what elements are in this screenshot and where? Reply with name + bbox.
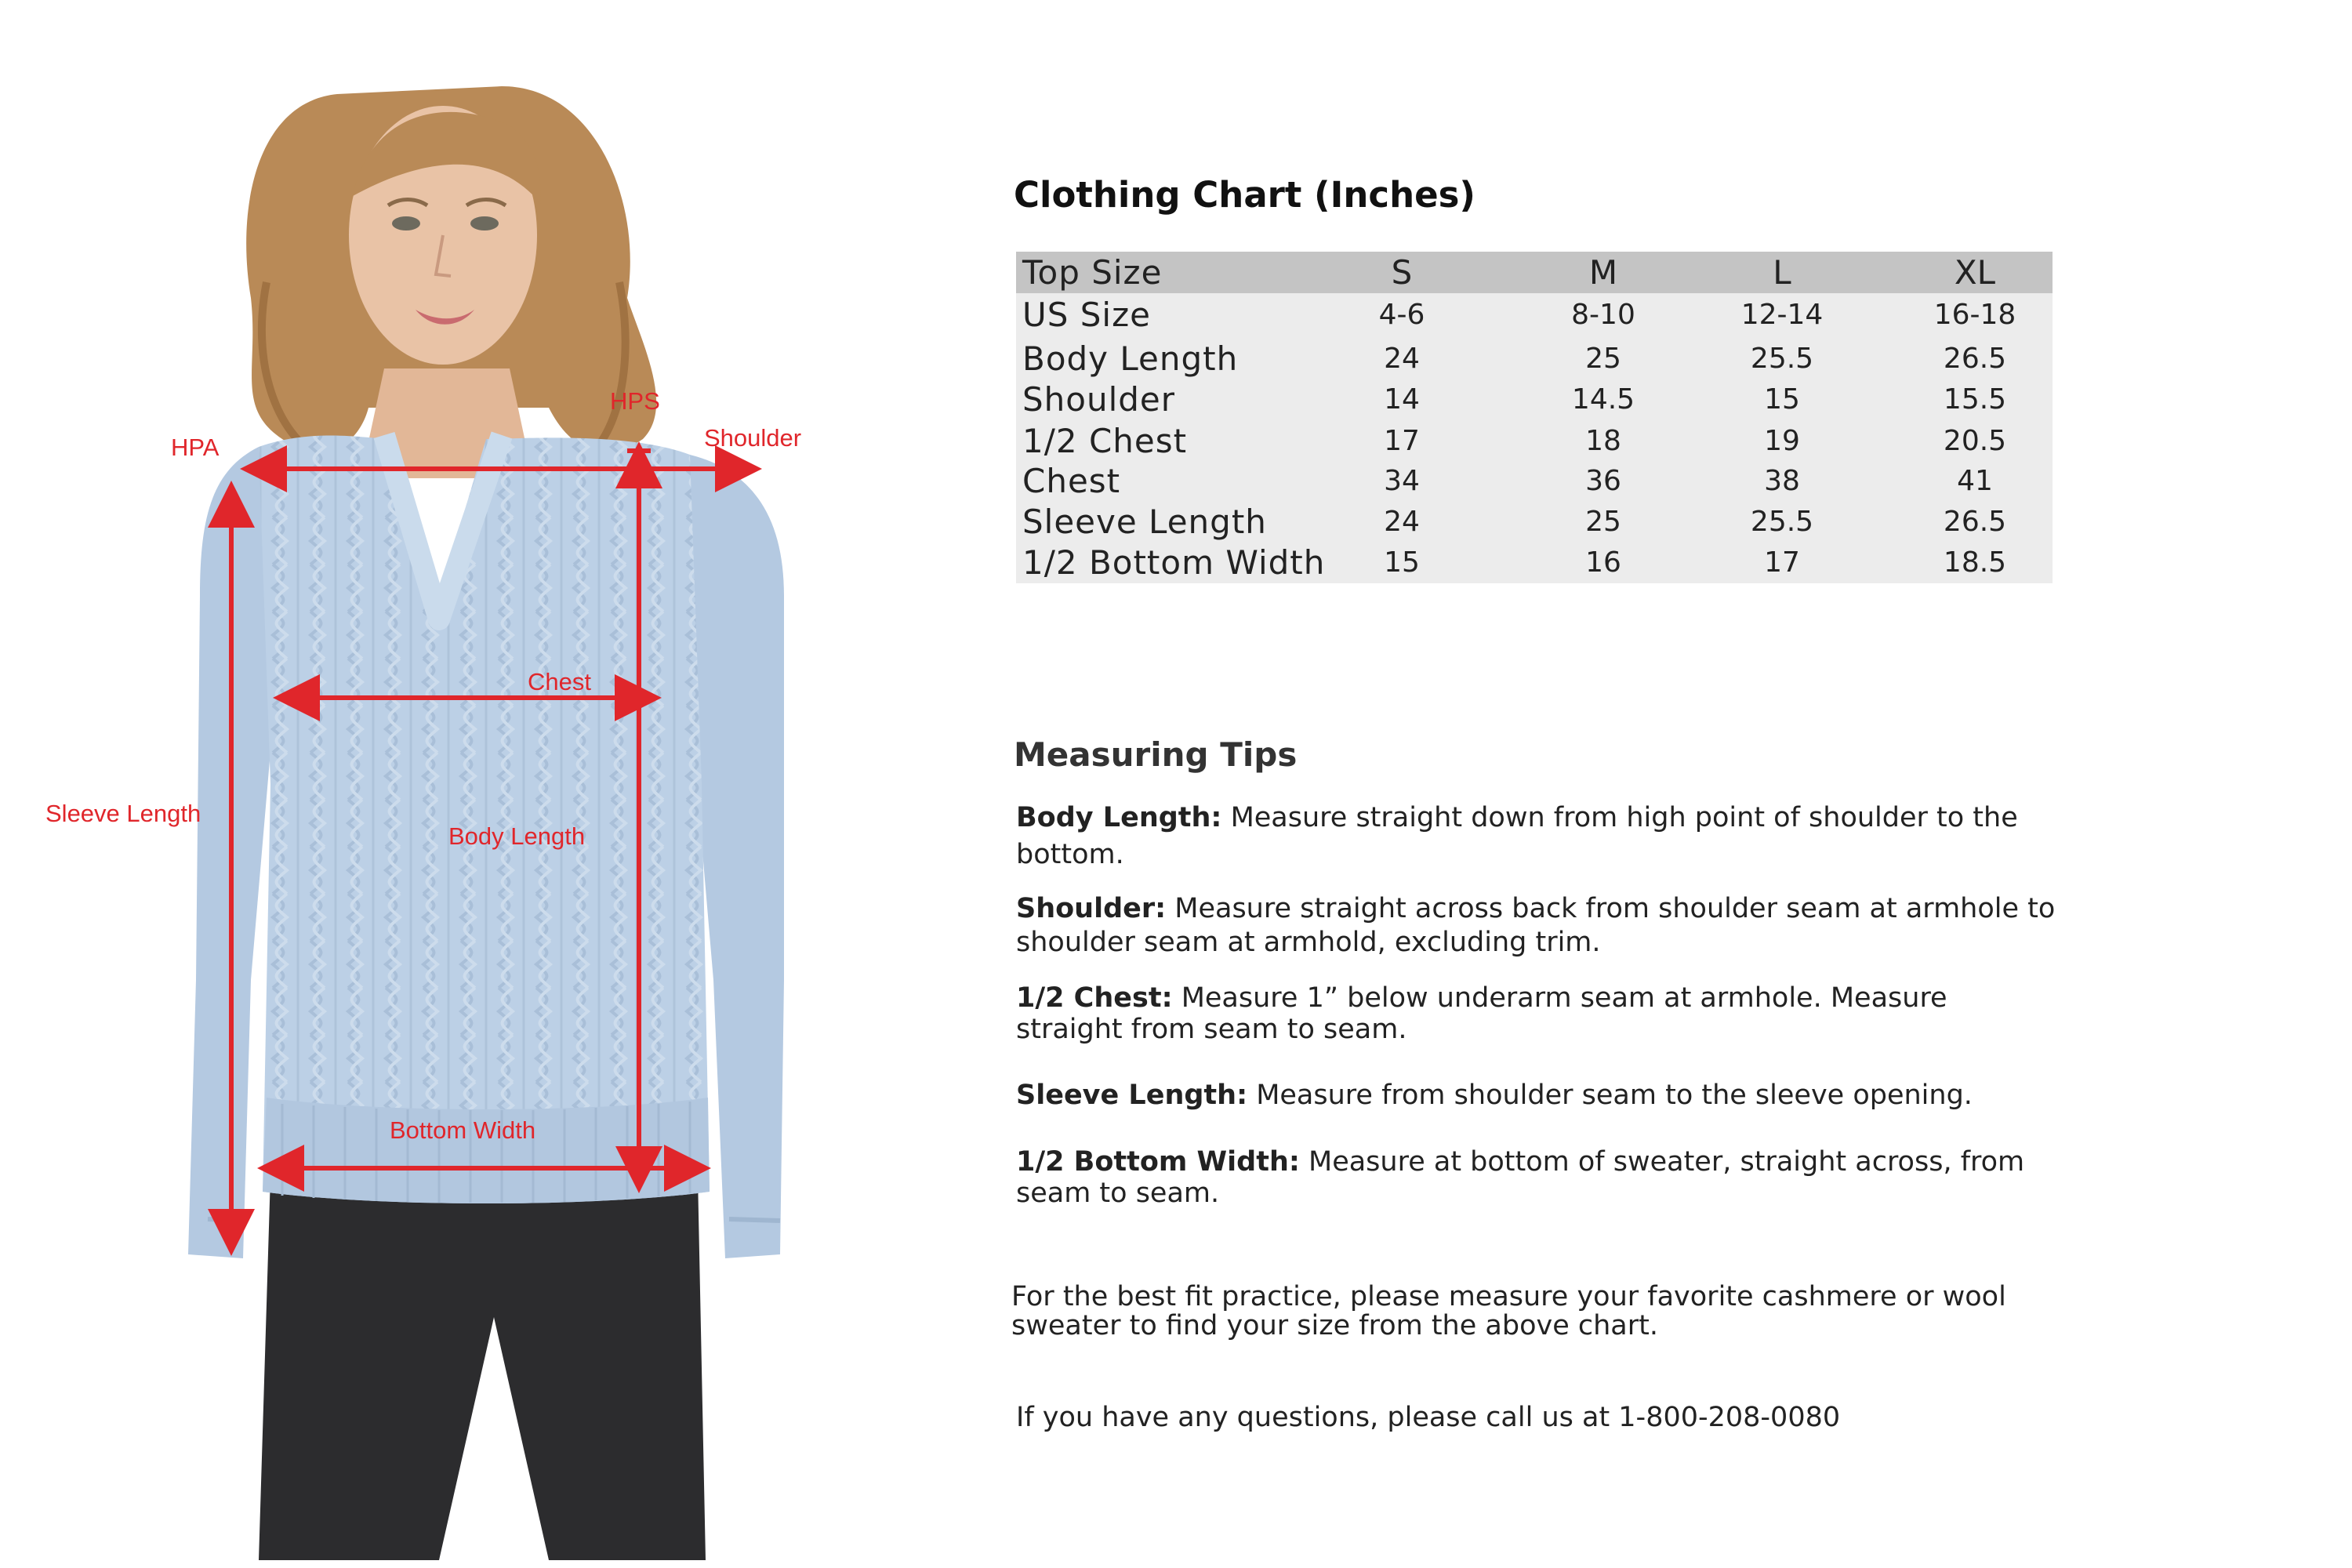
model-illustration	[0, 0, 980, 1568]
header-size: M	[1588, 253, 1618, 292]
tip-text: Measure straight across back from shoulder seam at armhole to shoulder seam at armhold, excluding trim.	[1016, 893, 2056, 958]
table-cell: 25.5	[1750, 343, 1814, 375]
table-cell: 16	[1585, 546, 1621, 579]
table-cell: 24	[1384, 343, 1420, 375]
row-label: US Size	[1022, 296, 1151, 334]
table-cell: 19	[1764, 425, 1800, 457]
table-cell: 12-14	[1740, 299, 1824, 331]
table-row	[1016, 542, 2053, 583]
table-row	[1016, 294, 2053, 336]
header-size: L	[1773, 253, 1791, 292]
table-row	[1016, 379, 2053, 420]
table-row	[1016, 420, 2053, 462]
table-cell: 26.5	[1943, 506, 2007, 538]
table-cell: 26.5	[1943, 343, 2007, 375]
tip-text: Measure straight down from high point of shoulder to the bottom.	[1016, 802, 2018, 870]
table-cell: 14	[1384, 383, 1420, 416]
table-cell: 15	[1764, 383, 1800, 416]
row-label: Chest	[1022, 462, 1121, 500]
table-cell: 36	[1585, 465, 1621, 497]
tip-text: Measure from shoulder seam to the sleeve opening.	[1247, 1080, 1973, 1111]
table-cell: 4-6	[1378, 299, 1425, 331]
table-cell: 14.5	[1571, 383, 1635, 416]
pants-shape	[259, 1176, 706, 1560]
measurement-diagram	[0, 0, 980, 1568]
table-cell: 18	[1585, 425, 1621, 457]
label-hpa: HPA	[171, 434, 220, 461]
table-cell: 25	[1585, 506, 1621, 538]
tip-body-length	[1016, 800, 2059, 873]
table-cell: 24	[1384, 506, 1420, 538]
chart-title: Clothing Chart (Inches)	[1014, 174, 1475, 216]
tip-term: Body Length:	[1016, 802, 1222, 833]
table-cell: 17	[1764, 546, 1800, 579]
table-cell: 16-18	[1933, 299, 2016, 331]
tip-term: 1/2 Chest:	[1016, 982, 1173, 1014]
table-cell: 41	[1957, 465, 1993, 497]
header-size: XL	[1954, 253, 1996, 292]
tip-text: Measure at bottom of sweater, straight across, from seam to seam.	[1016, 1146, 2025, 1209]
row-label: 1/2 Bottom Width	[1022, 543, 1326, 582]
label-bottom-width: Bottom Width	[390, 1116, 536, 1144]
row-label: Sleeve Length	[1022, 503, 1267, 541]
table-cell: 25.5	[1750, 506, 1814, 538]
tip-term: Shoulder:	[1016, 893, 1167, 924]
label-chest: Chest	[528, 668, 591, 695]
header-size: S	[1391, 253, 1413, 292]
label-body-length: Body Length	[448, 822, 586, 850]
table-cell: 34	[1384, 465, 1420, 497]
table-row	[1016, 501, 2053, 543]
table-row	[1016, 338, 2053, 379]
sweater-body	[259, 436, 710, 1203]
contact-note: If you have any questions, please call us at 1-800-208-0080	[1016, 1402, 1841, 1433]
tip-term: Sleeve Length:	[1016, 1080, 1248, 1111]
table-cell: 8-10	[1571, 299, 1635, 331]
table-cell: 18.5	[1943, 546, 2007, 579]
size-chart-table	[1016, 252, 2053, 583]
tip-shoulder	[1016, 892, 2059, 960]
tip-bottom-width	[1016, 1146, 2059, 1209]
fit-note: For the best fit practice, please measure your favorite cashmere or wool sweater to find your size from the above chart.	[1011, 1281, 2006, 1341]
row-label: Body Length	[1022, 339, 1239, 378]
row-label: 1/2 Chest	[1022, 422, 1188, 460]
tip-text: Measure 1” below underarm seam at armhole. Measure straight from seam to seam.	[1016, 982, 1947, 1045]
tips-heading: Measuring Tips	[1014, 735, 1298, 774]
table-row	[1016, 460, 2053, 502]
tip-half-chest	[1016, 982, 2059, 1045]
row-label: Shoulder	[1022, 380, 1176, 419]
tip-sleeve-length	[1016, 1077, 2059, 1114]
table-header-row	[1016, 252, 2053, 293]
label-sleeve-length: Sleeve Length	[45, 800, 201, 827]
table-cell: 20.5	[1943, 425, 2007, 457]
table-cell: 15	[1384, 546, 1420, 579]
label-hps: HPS	[610, 387, 660, 415]
table-cell: 15.5	[1943, 383, 2007, 416]
tip-term: 1/2 Bottom Width:	[1016, 1146, 1300, 1178]
table-cell: 25	[1585, 343, 1621, 375]
header-label: Top Size	[1022, 253, 1163, 292]
label-shoulder: Shoulder	[704, 424, 802, 452]
table-cell: 38	[1764, 465, 1800, 497]
table-cell: 17	[1384, 425, 1420, 457]
